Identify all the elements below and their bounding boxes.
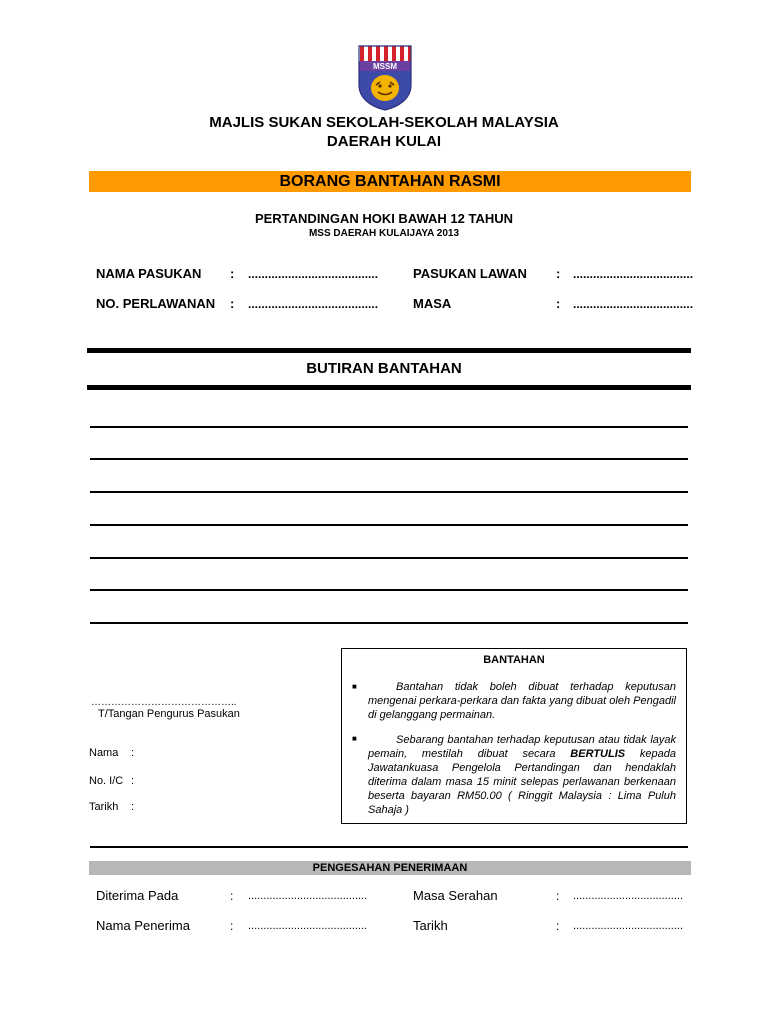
colon: : [556, 266, 561, 281]
writing-line[interactable] [90, 589, 688, 591]
logo-text: MSSM [373, 62, 397, 71]
divider-top [87, 348, 691, 353]
colon: : [230, 889, 234, 903]
section-separator [90, 846, 688, 848]
event-name: MSS DAERAH KULAIJAYA 2013 [308, 228, 460, 239]
signature-field[interactable]: …………………………………….. [91, 697, 237, 708]
colon: : [230, 919, 234, 933]
nama-pasukan-field[interactable]: ....................................... [248, 267, 379, 281]
tarikh-field[interactable]: .................................... [573, 920, 684, 932]
form-title: BORANG BANTAHAN RASMI [279, 173, 501, 190]
colon: : [131, 801, 135, 813]
bullet-icon: ■ [352, 682, 357, 691]
colon: : [131, 747, 135, 759]
pasukan-lawan-field[interactable]: .................................... [573, 267, 694, 281]
colon: : [230, 266, 235, 281]
note-2-text-bold: BERTULIS [570, 748, 626, 760]
bantahan-title: BANTAHAN [483, 654, 545, 666]
nama-pasukan-label: NAMA PASUKAN [96, 266, 202, 281]
bantahan-note-2 [368, 733, 676, 817]
note-2-text-a: Sebarang bantahan terhadap keputusan atau tidak layak pemain, mestilah dibuat secara [368, 734, 676, 760]
nama-penerima-field[interactable]: ....................................... [248, 920, 368, 932]
writing-line[interactable] [90, 458, 688, 460]
signature-label: T/Tangan Pengurus Pasukan [98, 708, 240, 720]
masa-label: MASA [413, 296, 452, 311]
note-1-text: Bantahan tidak boleh dibuat terhadap keputusan mengenai perkara-perkara dan fakta yang dibuat oleh Pengadil di gelanggang permainan. [368, 681, 676, 721]
divider-bottom [87, 385, 691, 390]
masa-serahan-field[interactable]: .................................... [573, 890, 684, 902]
writing-line[interactable] [90, 557, 688, 559]
mssm-logo [358, 45, 412, 111]
writing-line[interactable] [90, 491, 688, 493]
no-perlawanan-label: NO. PERLAWANAN [96, 296, 216, 311]
colon: : [556, 889, 560, 903]
pasukan-lawan-label: PASUKAN LAWAN [413, 266, 527, 281]
pengesahan-title: PENGESAHAN PENERIMAAN [312, 862, 468, 874]
bullet-icon: ■ [352, 734, 357, 743]
bantahan-note-1 [368, 680, 676, 722]
org-district: DAERAH KULAI [326, 133, 442, 150]
org-name: MAJLIS SUKAN SEKOLAH-SEKOLAH MALAYSIA [209, 114, 559, 131]
tarikh-label: Tarikh [413, 918, 448, 933]
masa-field[interactable]: .................................... [573, 297, 694, 311]
note-2-text-b: kepada Jawatankuasa Pengelola Pertandingan dan hendaklah diterima dalam masa 15 minit selepas perlawanan berkenaan beserta bayaran RM50.00 ( Ringgit Malaysia : Lima Puluh Sahaja ) [368, 748, 677, 816]
ic-label: No. I/C [89, 775, 124, 787]
no-perlawanan-field[interactable]: ....................................... [248, 297, 379, 311]
tarikh-label: Tarikh [89, 801, 119, 813]
writing-line[interactable] [90, 524, 688, 526]
colon: : [556, 919, 560, 933]
butiran-title: BUTIRAN BANTAHAN [306, 360, 462, 377]
colon: : [131, 775, 135, 787]
diterima-pada-field[interactable]: ....................................... [248, 890, 368, 902]
nama-label: Nama [89, 747, 119, 759]
writing-line[interactable] [90, 426, 688, 428]
colon: : [230, 296, 235, 311]
colon: : [556, 296, 561, 311]
masa-serahan-label: Masa Serahan [413, 888, 498, 903]
nama-penerima-label: Nama Penerima [96, 918, 190, 933]
writing-line[interactable] [90, 622, 688, 624]
competition-name: PERTANDINGAN HOKI BAWAH 12 TAHUN [254, 211, 514, 226]
diterima-pada-label: Diterima Pada [96, 888, 179, 903]
